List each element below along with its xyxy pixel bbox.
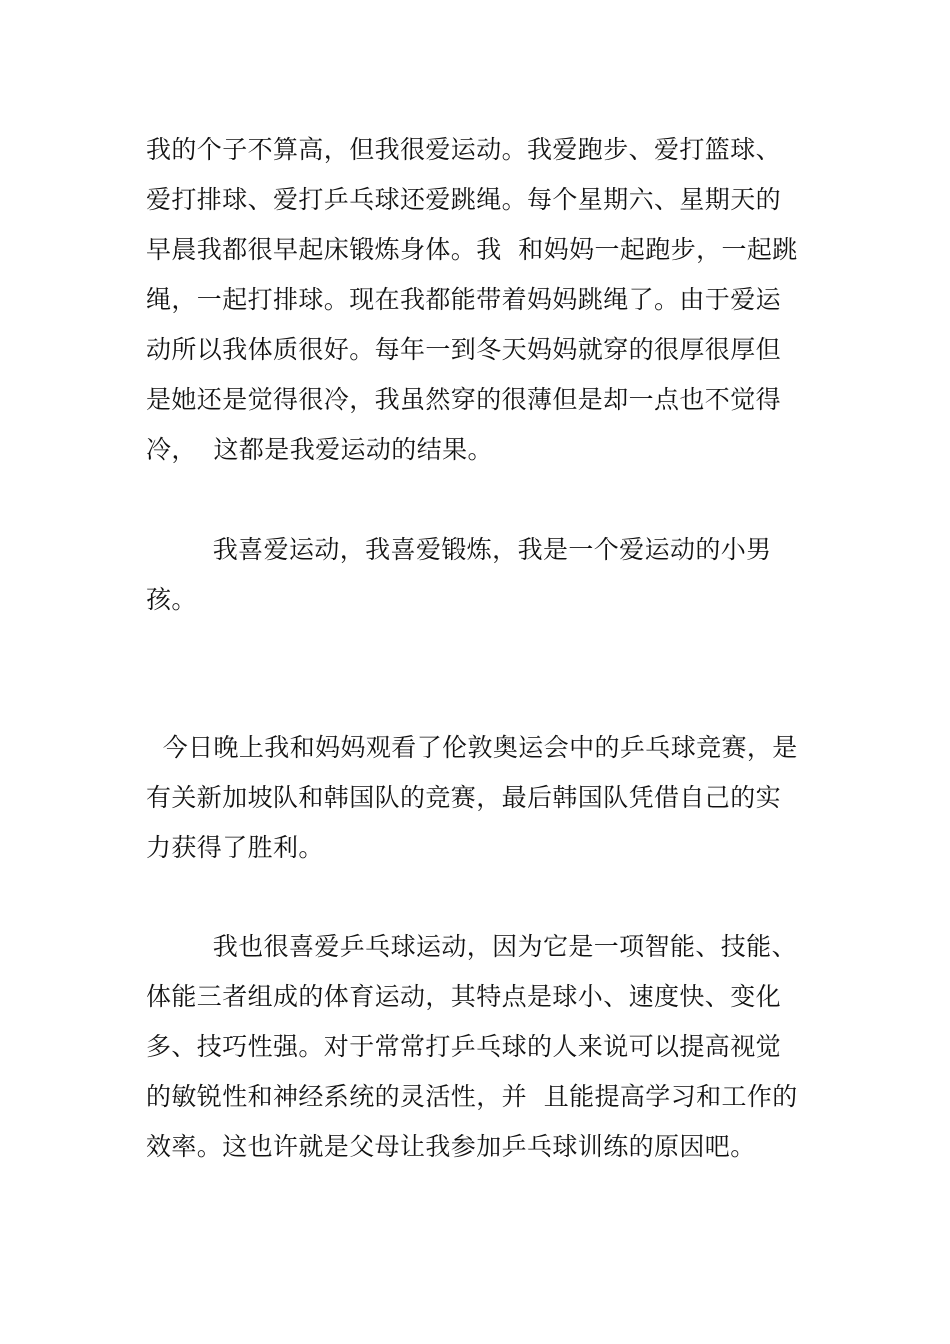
text-line: 多、技巧性强。对于常常打乒乓球的人来说可以提高视觉 (146, 1032, 782, 1061)
text-line: 今日晚上我和妈妈观看了伦敦奥运会中的乒乓球竞赛，是 (146, 733, 798, 762)
text-line: 我喜爱运动，我喜爱锻炼，我是一个爱运动的小男 (146, 535, 772, 564)
text-line: 的敏锐性和神经系统的灵活性，并 且能提高学习和工作的 (146, 1082, 798, 1111)
text-line: 我也很喜爱乒乓球运动，因为它是一项智能、技能、 (146, 932, 797, 961)
text-line: 冷， 这都是我爱运动的结果。 (146, 435, 493, 464)
text-line: 体能三者组成的体育运动，其特点是球小、速度快、变化 (146, 982, 782, 1011)
text-line: 孩。 (146, 585, 197, 614)
text-line: 早晨我都很早起床锻炼身体。我 和妈妈一起跑步，一起跳 (146, 235, 798, 264)
text-line: 我的个子不算高，但我很爱运动。我爱跑步、爱打篮球、 (146, 135, 782, 164)
text-line: 绳，一起打排球。现在我都能带着妈妈跳绳了。由于爱运 (146, 285, 782, 314)
text-line: 爱打排球、爱打乒乓球还爱跳绳。每个星期六、星期天的 (146, 185, 782, 214)
text-line: 效率。这也许就是父母让我参加乒乓球训练的原因吧。 (146, 1132, 756, 1161)
text-line: 力获得了胜利。 (146, 833, 324, 862)
text-line: 是她还是觉得很冷，我虽然穿的很薄但是却一点也不觉得 (146, 385, 782, 414)
text-line: 动所以我体质很好。每年一到冬天妈妈就穿的很厚很厚但 (146, 335, 782, 364)
text-line: 有关新加坡队和韩国队的竞赛，最后韩国队凭借自己的实 (146, 783, 782, 812)
